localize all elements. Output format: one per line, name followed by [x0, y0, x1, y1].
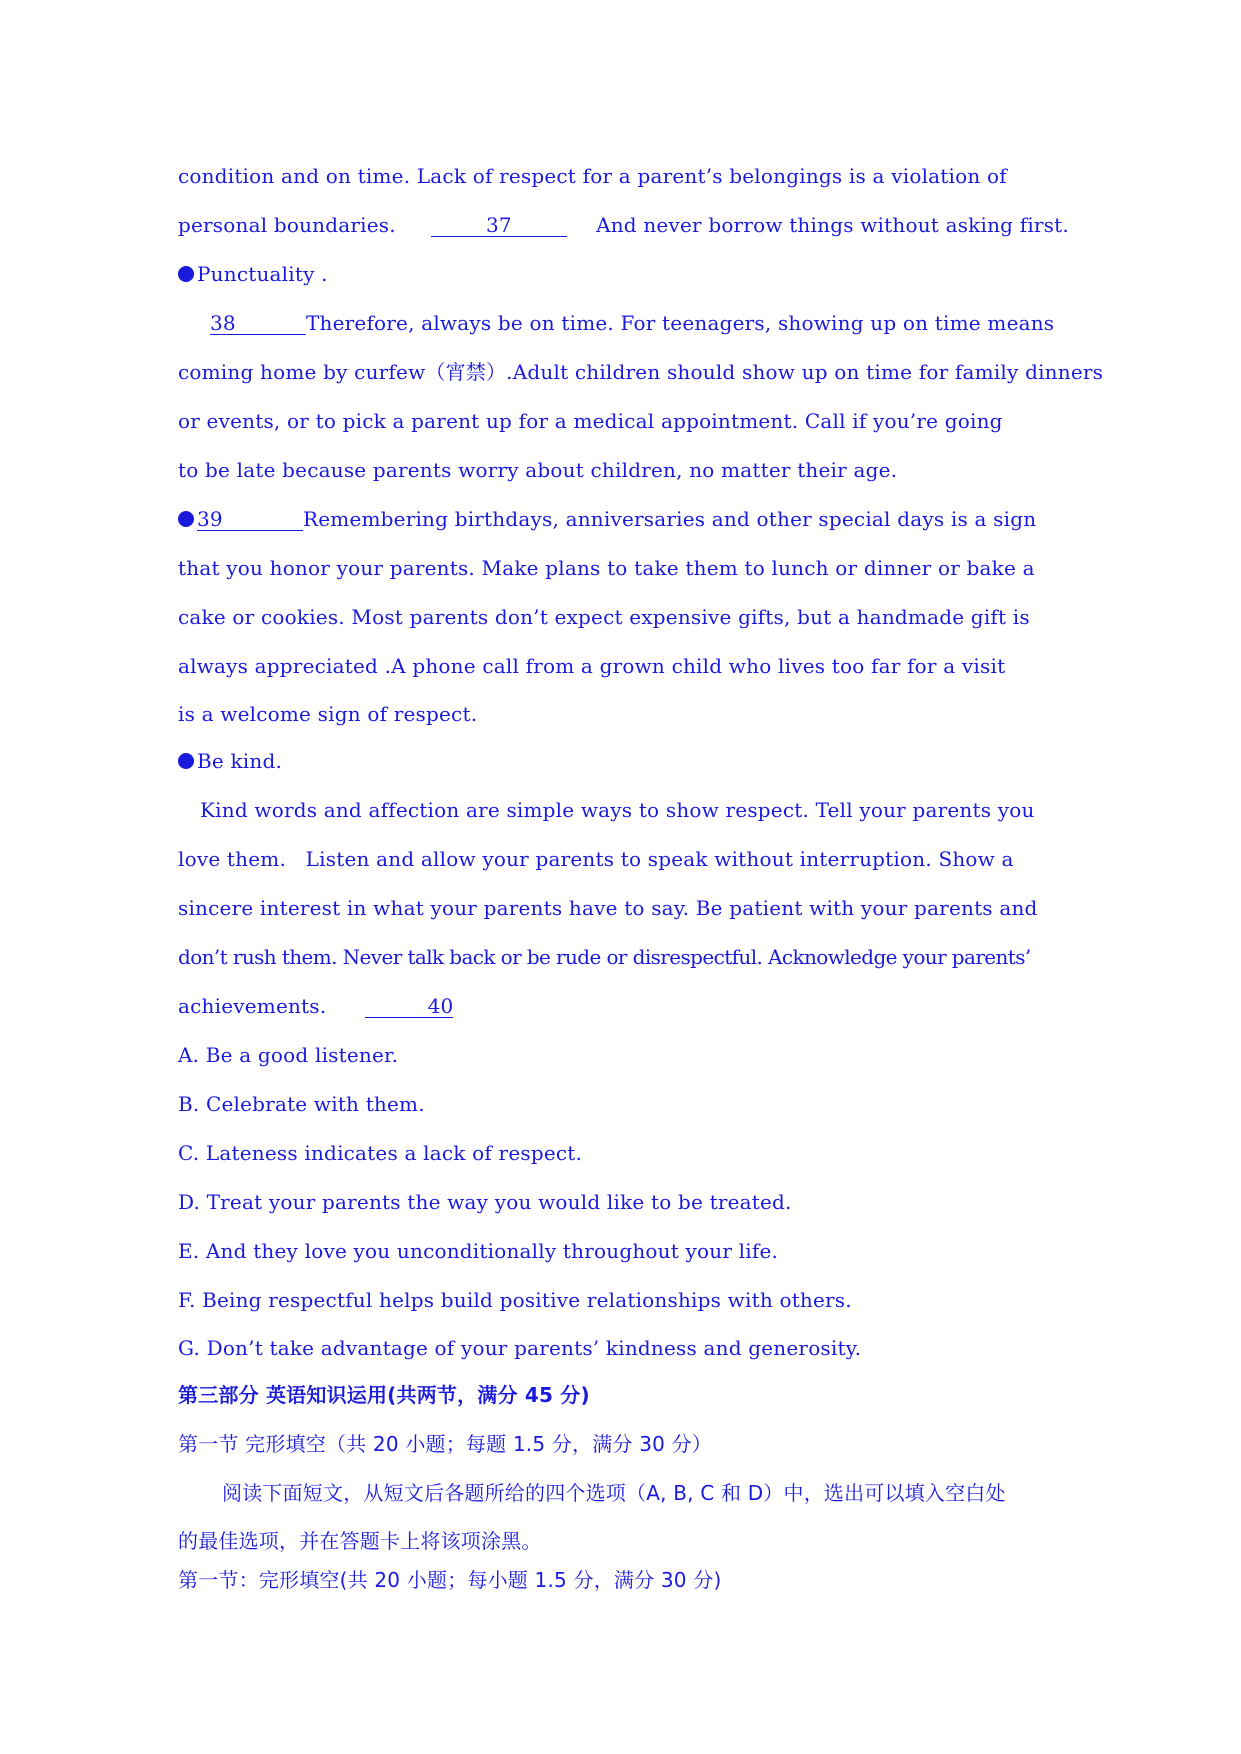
part3-title [178, 1371, 1128, 1420]
heading-text: Punctuality . [197, 262, 328, 286]
section-heading-punctuality [178, 250, 1128, 299]
answer-blank-38: 38 [210, 312, 306, 335]
section-heading-be-kind [178, 737, 1128, 786]
option-c [178, 1129, 1128, 1178]
passage-text: And never borrow things without asking first. [596, 213, 1069, 237]
passage-line [178, 593, 1128, 642]
bullet-icon [178, 753, 194, 769]
option-a [178, 1031, 1128, 1080]
passage-text: Therefore, always be on time. For teenagers, showing up on time means [306, 311, 1055, 335]
option-f [178, 1276, 1128, 1325]
passage-text: always appreciated .A phone call from a grown child who lives too far for a visit [178, 654, 1006, 678]
passage-text: sincere interest in what your parents have to say. Be patient with your parents and [178, 896, 1038, 920]
passage-text: condition and on time. Lack of respect for a parent’s belongings is a violation of [178, 164, 1007, 188]
passage-line [178, 933, 1128, 982]
passage-line [178, 397, 1128, 446]
option-text: B. Celebrate with them. [178, 1092, 425, 1116]
document-page [178, 152, 1128, 1596]
passage-line [178, 299, 1128, 348]
instruction-line [178, 1469, 1128, 1518]
passage-line [178, 982, 1128, 1031]
passage-text: to be late because parents worry about children, no matter their age. [178, 458, 898, 482]
answer-blank-40: 40 [365, 995, 453, 1018]
passage-text: achievements. [178, 994, 327, 1018]
bullet-icon [178, 511, 194, 527]
passage-text: personal boundaries. [178, 213, 396, 237]
section1-title-text: 第一节 完形填空（共 20 小题；每题 1.5 分，满分 30 分） [178, 1432, 713, 1456]
passage-text: or events, or to pick a parent up for a medical appointment. Call if you’re going [178, 409, 1003, 433]
passage-line [178, 642, 1128, 691]
option-g [178, 1325, 1128, 1371]
passage-text: is a welcome sign of respect. [178, 702, 478, 726]
instruction-text: 的最佳选项，并在答题卡上将该项涂黑。 [178, 1529, 542, 1553]
bullet-icon [178, 266, 194, 282]
instruction-text: 阅读下面短文，从短文后各题所给的四个选项（A, B, C 和 D）中，选出可以填入空白处 [222, 1481, 1006, 1505]
answer-blank-39: 39 [197, 508, 303, 531]
passage-text: love them. Listen and allow your parents to speak without interruption. Show a [178, 847, 1014, 871]
passage-text: Kind words and affection are simple ways to show respect. Tell your parents you [200, 798, 1035, 822]
passage-line [178, 201, 1128, 250]
section1-title-repeat [178, 1564, 1128, 1596]
instruction-line [178, 1518, 1128, 1564]
option-b [178, 1080, 1128, 1129]
passage-text: that you honor your parents. Make plans to take them to lunch or dinner or bake a [178, 556, 1035, 580]
option-text: E. And they love you unconditionally throughout your life. [178, 1239, 779, 1263]
passage-text: Remembering birthdays, anniversaries and other special days is a sign [303, 507, 1037, 531]
answer-blank-37: 37 [431, 214, 567, 237]
option-text: D. Treat your parents the way you would like to be treated. [178, 1190, 792, 1214]
option-text: G. Don’t take advantage of your parents’ kindness and generosity. [178, 1336, 862, 1360]
option-d [178, 1178, 1128, 1227]
passage-line [178, 835, 1128, 884]
passage-line [178, 446, 1128, 495]
option-e [178, 1227, 1128, 1276]
option-text: C. Lateness indicates a lack of respect. [178, 1141, 583, 1165]
option-text: F. Being respectful helps build positive relationships with others. [178, 1288, 852, 1312]
section1-title-text: 第一节：完形填空(共 20 小题；每小题 1.5 分，满分 30 分) [178, 1568, 722, 1592]
heading-text: Be kind. [197, 749, 283, 773]
passage-line [178, 544, 1128, 593]
option-text: A. Be a good listener. [178, 1043, 399, 1067]
passage-line [178, 152, 1128, 201]
passage-line [178, 495, 1128, 544]
passage-text: cake or cookies. Most parents don’t expect expensive gifts, but a handmade gift is [178, 605, 1030, 629]
section1-title [178, 1420, 1128, 1469]
part3-title-text: 第三部分 英语知识运用(共两节，满分 45 分) [178, 1383, 590, 1407]
passage-line [178, 884, 1128, 933]
passage-line [178, 691, 1128, 737]
passage-text: don’t rush them. Never talk back or be rude or disrespectful. Acknowledge your parents’ [178, 945, 1031, 969]
passage-line [178, 786, 1128, 835]
passage-line [178, 348, 1128, 397]
passage-text: coming home by curfew（宵禁）.Adult children should show up on time for family dinners [178, 360, 1104, 384]
